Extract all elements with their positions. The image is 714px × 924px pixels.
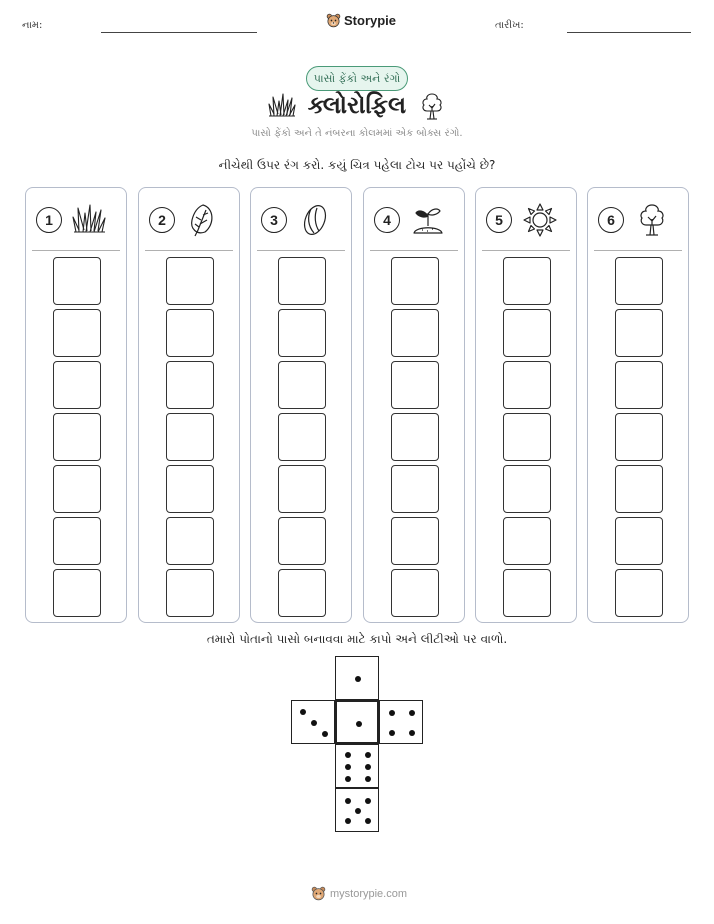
color-box[interactable] (278, 413, 326, 461)
name-line (101, 32, 257, 33)
color-box[interactable] (391, 517, 439, 565)
brand-logo (326, 13, 396, 28)
die-pip (345, 818, 351, 824)
color-box[interactable] (278, 361, 326, 409)
column-6 (587, 187, 689, 623)
column-4 (363, 187, 465, 623)
die-pip (300, 709, 306, 715)
die-pip (389, 730, 395, 736)
color-box[interactable] (615, 569, 663, 617)
die-face-right (379, 700, 423, 744)
die-pip (345, 776, 351, 782)
color-box[interactable] (391, 309, 439, 357)
color-box[interactable] (391, 465, 439, 513)
die-pip (345, 798, 351, 804)
die-pip (409, 730, 415, 736)
column-header (598, 202, 678, 238)
column-divider (594, 250, 682, 251)
column-header (36, 202, 116, 238)
die-pip (365, 818, 371, 824)
color-box[interactable] (503, 309, 551, 357)
instructions: પાસો ફેંકો અને તે નંબરના કોલમમાં એક બોક્સ રંગો. (251, 128, 463, 139)
date-line (567, 32, 691, 33)
column-number: 5 (486, 207, 512, 233)
color-box[interactable] (391, 257, 439, 305)
page-title: ક્લોરોફિલ (307, 91, 407, 119)
die-face-center (335, 700, 379, 744)
color-box[interactable] (615, 465, 663, 513)
column-3 (250, 187, 352, 623)
activity-tag: પાસો ફેંકો અને રંગો (306, 66, 408, 91)
tree-icon (419, 92, 445, 120)
die-pip (322, 731, 328, 737)
grass-icon (72, 202, 108, 238)
die-pip (365, 764, 371, 770)
seed-icon (297, 202, 333, 238)
color-box[interactable] (166, 361, 214, 409)
column-number: 3 (261, 207, 287, 233)
bear-icon (311, 886, 326, 901)
color-box[interactable] (166, 309, 214, 357)
color-box[interactable] (391, 413, 439, 461)
die-pip (409, 710, 415, 716)
column-number: 4 (374, 207, 400, 233)
color-box[interactable] (615, 309, 663, 357)
color-box[interactable] (615, 257, 663, 305)
color-box[interactable] (166, 465, 214, 513)
bear-icon (326, 13, 341, 28)
die-pip (311, 720, 317, 726)
column-1 (25, 187, 127, 623)
color-box[interactable] (166, 257, 214, 305)
die-pip (389, 710, 395, 716)
column-number: 6 (598, 207, 624, 233)
color-box[interactable] (615, 361, 663, 409)
color-box[interactable] (53, 257, 101, 305)
die-face-lower (335, 744, 379, 788)
column-2 (138, 187, 240, 623)
die-pip (345, 752, 351, 758)
color-box[interactable] (503, 413, 551, 461)
color-box[interactable] (278, 309, 326, 357)
die-pip (365, 798, 371, 804)
column-number: 2 (149, 207, 175, 233)
column-divider (257, 250, 345, 251)
color-box[interactable] (278, 569, 326, 617)
color-box[interactable] (166, 413, 214, 461)
die-pip (356, 721, 362, 727)
die-pip (355, 676, 361, 682)
die-pip (365, 752, 371, 758)
color-box[interactable] (615, 517, 663, 565)
footer (311, 886, 407, 901)
color-box[interactable] (615, 413, 663, 461)
color-box[interactable] (166, 517, 214, 565)
color-box[interactable] (391, 361, 439, 409)
color-box[interactable] (53, 517, 101, 565)
question: નીચેથી ઉપર રંગ કરો. કયું ચિત્ર પહેલા ટોચ પર પહોંચે છે? (218, 158, 496, 172)
date-label: તારીખ: (495, 20, 524, 31)
color-box[interactable] (53, 309, 101, 357)
column-number: 1 (36, 207, 62, 233)
color-box[interactable] (166, 569, 214, 617)
die-face-top (335, 656, 379, 700)
color-box[interactable] (503, 569, 551, 617)
color-box[interactable] (391, 569, 439, 617)
die-face-left (291, 700, 335, 744)
color-box[interactable] (53, 413, 101, 461)
column-header (374, 202, 454, 238)
color-box[interactable] (503, 257, 551, 305)
die-pip (355, 808, 361, 814)
color-box[interactable] (503, 517, 551, 565)
tree-icon (634, 202, 670, 238)
column-header (486, 202, 566, 238)
cut-instruction: તમારો પોતાનો પાસો બનાવવા માટે કાપો અને લીટીઓ પર વાળો. (206, 632, 508, 646)
column-5 (475, 187, 577, 623)
color-box[interactable] (278, 465, 326, 513)
die-pip (345, 764, 351, 770)
leaf-icon (185, 202, 221, 238)
color-box[interactable] (53, 569, 101, 617)
column-divider (145, 250, 233, 251)
column-divider (32, 250, 120, 251)
color-box[interactable] (503, 465, 551, 513)
column-divider (482, 250, 570, 251)
die-pip (365, 776, 371, 782)
sun-icon (522, 202, 558, 238)
column-header (261, 202, 341, 238)
color-box[interactable] (53, 465, 101, 513)
color-box[interactable] (503, 361, 551, 409)
color-box[interactable] (278, 257, 326, 305)
footer-url: mystorypie.com (330, 887, 408, 900)
column-header (149, 202, 229, 238)
sprout-icon (410, 202, 446, 238)
color-box[interactable] (53, 361, 101, 409)
column-divider (370, 250, 458, 251)
die-face-bottom (335, 788, 379, 832)
color-box[interactable] (278, 517, 326, 565)
brand-name: Storypie (344, 13, 397, 28)
name-label: નામ: (22, 20, 43, 31)
